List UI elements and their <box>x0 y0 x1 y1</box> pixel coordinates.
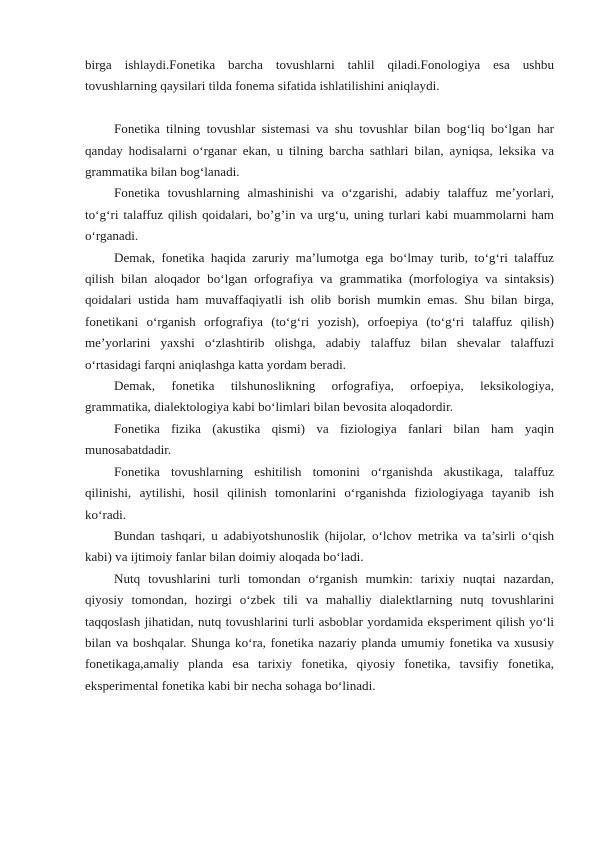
body-text <box>85 54 554 696</box>
paragraph-physics-physiology: Fonetika fizika (akustika qismi) va fiziologiya fanlari bilan ham yaqin munosabatdadir. <box>85 420 554 458</box>
paragraph-gap <box>85 97 554 118</box>
paragraph-acoustics: Fonetika tovushlarning eshitilish tomonini o‘rganishda akustikaga, talaffuz qilinishi, aytilishi, hosil qilinish tomonlarini o‘rganishda fiziologiyaga tayanib ish ko‘radi. <box>85 463 554 522</box>
paragraph-linguistics-branches: Demak, fonetika tilshunoslikning orfografiya, orfoepiya, leksikologiya, grammatika, dialektologiya kabi bo‘limlari bilan bevosita aloqadordir. <box>85 378 554 415</box>
paragraph-phonetics-system: Fonetika tilning tovushlar sistemasi va shu tovushlar bilan bog‘liq bo‘lgan har qanday hodisalarni o‘rganar ekan, u tilning barcha sathlari bilan, ayniqsa, leksika va grammatika bilan bog‘lanadi. <box>85 121 554 180</box>
paragraph-sound-changes: Fonetika tovushlarning almashinishi va o‘zgarishi, adabiy talaffuz me’yorlari, to‘g‘ri talaffuz qilish qoidalari, bo’g’in va urg‘u, uning turlari kabi muammolarni ham o‘rganadi. <box>85 185 554 244</box>
paragraph-study-methods: Nutq tovushlarini turli tomondan o‘rganish mumkin: tarixiy nuqtai nazardan, qiyosiy tomondan, hozirgi o‘zbek tili va mahalliy dialektlarning nutq tovushlarini taqqoslash jihatidan, nutq tovushlarini turli asboblar yordamida eksperiment qilish yo‘li bilan va boshqalar. Shunga ko‘ra, fonetika nazariy planda umumiy fonetika va xususiy fonetikaga,amaliy planda esa tarixiy fonetika, qiyosiy fonetika, tavsifiy fonetika, eksperimental fonetika kabi bir necha sohaga bo‘linadi. <box>85 570 554 693</box>
paragraph-orthography-relation: Demak, fonetika haqida zaruriy ma’lumotga ega bo‘lmay turib, to‘g‘ri talaffuz qilish bilan aloqador bo‘lgan orfografiya va grammatika (morfologiya va sintaksis) qoidalari ustida ham muvaffaqiyatli ish olib borish mumkin emas. Shu bilan birga, fonetikani o‘rganish orfografiya (to‘g‘ri yozish), orfoepiya (to‘g‘ri talaffuz qilish) me’yorlarini yaxshi o‘zlashtirib olishga, adabiy talaffuz bilan shevalar talaffuzi o‘rtasidagi farqni aniqlashga katta yordam beradi. <box>85 249 554 372</box>
paragraph-continuation: birga ishlaydi.Fonetika barcha tovushlarni tahlil qiladi.Fonologiya esa ushbu tovushlarning qaysilari tilda fonema sifatida ishlatilishini aniqlaydi. <box>85 57 554 94</box>
paragraph-literary-studies: Bundan tashqari, u adabiyotshunoslik (hijolar, o‘lchov metrika va ta’sirli o‘qish kabi) va ijtimoiy fanlar bilan doimiy aloqada bo‘ladi. <box>85 527 554 565</box>
